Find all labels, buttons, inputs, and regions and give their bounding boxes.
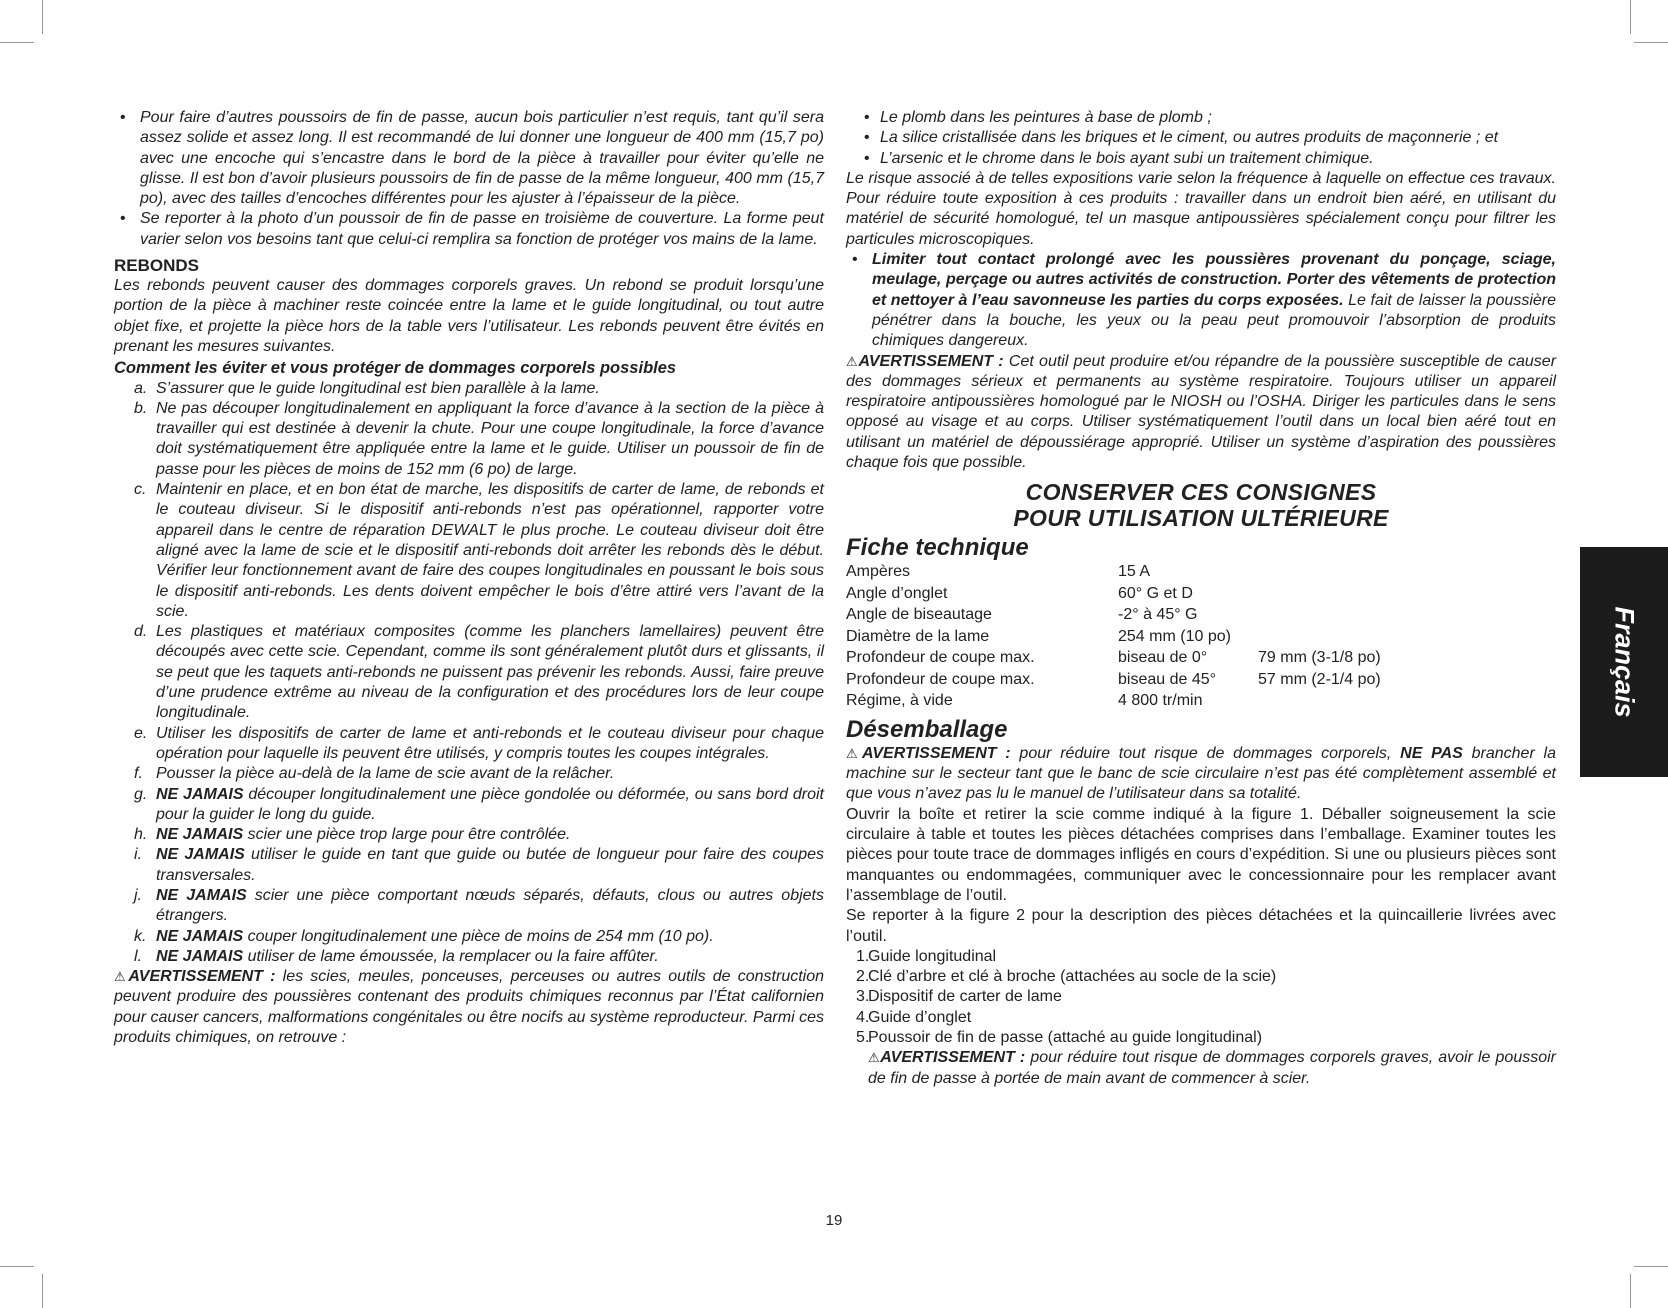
warning-text: pour réduire tout risque de dommages corporels graves, avoir le poussoir de fin de passe à portée de main avant de commencer à scier. [868,1049,1557,1087]
language-tab [1580,547,1668,777]
never-label: NE JAMAIS [156,846,245,864]
spec-label: Ampères [846,563,911,581]
warning-paragraph [846,1048,1556,1089]
spec-value: 254 mm (10 po) [1118,627,1231,645]
item-letter: l. [134,947,142,965]
item-letter: i. [134,846,142,864]
spec-value: biseau de 0° [1118,649,1208,667]
list-item [114,399,824,480]
table-row [846,562,1381,584]
item-text: couper longitudinalement une pièce de moins de 254 mm (10 po). [243,927,714,945]
paragraph: Ouvrir la boîte et retirer la scie comme indiqué à la figure 1. Déballer soigneusement la scie circulaire à table et toutes les pièces détachées comprises dans l’emballage. Examiner toutes les pièces pour toute trace de dommages infligés en cours d’expédition. Si une ou plusieurs pièces sont manquantes ou endommagées, communiquer avec le concessionnaire pour les remplacer avant l’assemblage de l’outil. [846,805,1556,904]
crop-mark [42,0,43,34]
table-row [846,691,1381,713]
warning-text: pour réduire tout risque de dommages corporels, [1010,744,1401,762]
item-text: Dispositif de carter de lame [868,988,1062,1006]
table-row [846,627,1381,649]
warning-paragraph [114,967,824,1048]
subheading: Comment les éviter et vous protéger de dommages corporels possibles [114,359,677,378]
warning-label: AVERTISSEMENT : [128,968,276,986]
item-number: 3. [856,988,870,1006]
heading-line: CONSERVER CES CONSIGNES [1025,479,1377,506]
list-item [114,845,824,886]
spec-label: Profondeur de coupe max. [846,649,1035,667]
spec-value: 15 A [1118,563,1151,581]
spec-label: Diamètre de la lame [846,627,990,645]
item-text: Guide longitudinal [868,947,997,965]
item-text: Guide d’onglet [868,1008,972,1026]
paragraph: Les rebonds peuvent causer des dommages corporels graves. Un rebond se produit lorsqu’une portion de la pièce à machiner reste coincée entre la lame et le guide longitudinal, ou tout autre objet fixe, et projette la pièce hors de la table vers l’utilisateur. Les rebonds peuvent être évités en prenant les mesures suivantes. [114,277,824,355]
spec-heading: Fiche technique [846,534,1029,562]
list-item: • Se reporter à la photo d’un poussoir de fin de passe en troisième de couverture. La forme peut varier selon vos besoins tant que celui-ci remplira sa fonction de protéger vos mains de la lame. [114,209,824,250]
warning-paragraph [846,744,1556,805]
item-number: 5. [856,1029,870,1046]
item-letter: h. [134,826,148,844]
item-letter: e. [134,724,148,742]
list-item [846,987,1556,1007]
table-row [846,670,1381,692]
item-letter: k. [134,927,147,945]
page-number: 19 [825,1212,843,1229]
crop-mark [1630,1274,1631,1308]
left-column [114,108,824,1048]
spec-value: 4 800 tr/min [1118,692,1203,710]
list-item [114,480,824,622]
warning-icon: ⚠ [846,745,862,761]
spec-table [846,562,1381,713]
table-row [846,584,1381,606]
item-text: S’assurer que le guide longitudinal est bien parallèle à la lame. [156,379,600,397]
never-label: NE JAMAIS [156,826,244,844]
list-item [114,947,824,967]
item-text: Le fait de laisser la poussière pénétrer dans la bouche, les yeux ou la peau peut promouvoir l’absorption de produits chimiques dangereux. [872,291,1556,350]
spec-extra: 79 mm (3-1/8 po) [1258,649,1381,667]
item-text: utiliser le guide en tant que guide ou butée de longueur pour faire des coupes transversales. [156,846,825,884]
spec-extra [1258,584,1381,606]
spec-value: biseau de 45° [1118,670,1217,688]
item-text: Pousser la pièce au-delà de la lame de scie avant de la relâcher. [156,765,615,783]
crop-mark [0,1266,34,1267]
spec-extra: 57 mm (2-1/4 po) [1258,670,1381,688]
warning-label: AVERTISSEMENT : [861,744,1011,762]
list-item [846,250,1556,351]
list-item [846,1008,1556,1028]
list-item [114,927,824,947]
language-label: Français [1609,606,1640,718]
crop-mark [1634,1266,1668,1267]
warning-label: AVERTISSEMENT : [880,1049,1026,1067]
item-text: utiliser de lame émoussée, la remplacer ou la faire affûter. [243,947,659,965]
unpacking-heading: Désemballage [846,715,1008,743]
list-item [846,947,1556,967]
item-letter: b. [134,399,148,417]
item-letter: c. [134,481,147,499]
heading-line: POUR UTILISATION ULTÉRIEURE [1013,505,1389,532]
item-text: découper longitudinalement une pièce gondolée ou déformée, ou sans bord droit pour la guider le long du guide. [156,785,825,823]
list-item [114,379,824,399]
never-label: NE JAMAIS [156,785,244,803]
item-letter: a. [134,379,148,397]
item-letter: f. [134,765,143,783]
item-text: Utiliser les dispositifs de carter de lame et anti-rebonds et le couteau diviseur pour chaque opération pour laquelle ils peuvent être utilisés, y compris toutes les coupes intégrales. [156,724,824,762]
spec-label: Angle d’onglet [846,584,948,602]
list-item [114,886,824,927]
warning-icon: ⚠ [846,353,859,369]
list-item [846,1028,1556,1048]
list-item [114,825,824,845]
emphasis-text: Limiter tout contact prolongé avec les poussières provenant du ponçage, sciage, meulage, perçage ou autres activités de construction. Porter des vêtements de protection et nettoyer à l’eau savonneuse les parties du corps exposées. [872,251,1556,309]
spec-value: 60° G et D [1118,584,1193,602]
spec-extra [1258,605,1381,627]
list-item [846,967,1556,987]
list-item: • L’arsenic et le chrome dans le bois ayant subi un traitement chimique. [846,149,1556,169]
warning-text: brancher la machine sur le secteur tant que le banc de scie circulaire n’est pas été complètement assemblé et que vous n’avez pas lu le manuel de l’utilisateur dans sa totalité. [846,744,1557,803]
list-item [114,724,824,765]
warning-label: AVERTISSEMENT : [858,352,1004,370]
spec-value: -2° à 45° G [1118,606,1198,624]
warning-icon: ⚠ [114,969,129,985]
item-number: 2. [856,968,870,986]
never-label: NE JAMAIS [156,886,247,904]
list-item [114,785,824,826]
list-item: • Pour faire d’autres poussoirs de fin de passe, aucun bois particulier n’est requis, tant qu’il sera assez solide et assez long. Il est recommandé de lui donner une longueur de 400 mm (15,7 po) avec une encoche qui s’encastre dans le bord de la pièce à travailler pour éviter qu’elle ne glisse. Il est bon d’avoir plusieurs poussoirs de fin de passe de la même longueur, 400 mm (15,7 po), avec des tailles d’encoches différentes pour les ajuster à l’épaisseur de la pièce. [114,108,824,209]
item-number: 4. [856,1008,870,1026]
table-row [846,648,1381,670]
crop-mark [1630,0,1631,34]
never-label: NE JAMAIS [156,947,244,965]
never-label: NE JAMAIS [156,927,244,945]
list-item: • La silice cristallisée dans les briques et le ciment, ou autres produits de maçonnerie ; et [846,128,1556,148]
save-instructions-heading [846,479,1556,531]
item-letter: j. [134,886,142,904]
item-text: scier une pièce comportant nœuds séparés, défauts, clous ou autres objets étrangers. [156,886,825,925]
do-not-label: NE PAS [1400,744,1463,762]
warning-text: les scies, meules, ponceuses, perceuses ou autres outils de construction peuvent produire des poussières contenant des produits chimiques reconnus par l’État californien pour causer cancers, malformations congénitales ou être nocifs au système reproducteur. Parmi ces produits chimiques, on retrouve : [114,968,825,1047]
warning-text: Cet outil peut produire et/ou répandre de la poussière susceptible de causer des dommages sérieux et permanents au système respiratoire. Toujours utiliser un appareil respiratoire antipoussières homologué par le NIOSH ou l’OSHA. Diriger les particules dans le sens opposé au visage et au corps. Utiliser systématiquement l’outil dans un local bien aéré tout en utilisant un matériel de dépoussiérage approprié. Utiliser un système d’aspiration des poussières chaque fois que possible. [846,352,1557,472]
crop-mark [42,1274,43,1308]
item-letter: g. [134,785,148,803]
warning-icon: ⚠ [868,1050,881,1066]
crop-mark [0,42,34,43]
spec-label: Angle de biseautage [846,606,992,624]
spec-label: Profondeur de coupe max. [846,670,1035,688]
table-row [846,605,1381,627]
list-item [114,622,824,723]
spec-label: Régime, à vide [846,692,953,710]
right-column [846,108,1556,1089]
item-text: Poussoir de fin de passe (attaché au guide longitudinal) [868,1029,1263,1046]
item-number: 1. [856,947,870,965]
item-text: Ne pas découper longitudinalement en appliquant la force d’avance à la section de la pièce à travailler qui est destinée à devenir la chute. Pour une coupe longitudinale, la force d’avance doit systématiquement être appliquée entre la lame et le guide. Utiliser un poussoir de fin de passe pour les pièces de moins de 152 mm (6 po) de large. [156,399,824,478]
paragraph: Se reporter à la figure 2 pour la description des pièces détachées et la quincaillerie livrées avec l’outil. [846,907,1556,945]
item-text: Maintenir en place, et en bon état de marche, les dispositifs de carter de lame, de rebonds et le couteau diviseur. Si le dispositif anti-rebonds n’est pas opérationnel, rapporter votre appareil dans le centre de réparation DEWALT le plus proche. Le couteau diviseur doit être aligné avec la lame de scie et le dispositif anti-rebonds doit arrêter les rebonds dès le début. Vérifier leur fonctionnement avant de faire des coupes longitudinales en poussant le bois sous le dispositif anti-rebonds. Les dents doivent empêcher le bois d’être attiré vers l’avant de la scie. [156,481,824,620]
item-text: Les plastiques et matériaux composites (comme les planchers lamellaires) peuvent être découpés avec cette scie. Cependant, comme ils sont généralement plutôt durs et glissants, il se peut que les taquets anti-rebonds ne puissent pas prévenir les rebonds. Aussi, faire preuve d’une prudence extrême au niveau de la configuration et des procédures lors de leur coupe longitudinale. [156,623,824,722]
paragraph: Le risque associé à de telles expositions varie selon la fréquence à laquelle on effectue ces travaux. Pour réduire toute exposition à ces produits : travailler dans un endroit bien aéré, en utilisant du matériel de sécurité homologué, tel un masque antipoussières spécialement conçu pour filtrer les particules microscopiques. [846,169,1556,248]
item-text: Clé d’arbre et clé à broche (attachées au socle de la scie) [868,968,1277,986]
warning-paragraph [846,352,1556,474]
section-heading: REBONDS [114,256,200,276]
list-item: • Le plomb dans les peintures à base de plomb ; [846,108,1556,128]
item-text: scier une pièce trop large pour être contrôlée. [243,826,571,844]
spec-extra [1258,691,1381,713]
crop-mark [1634,42,1668,43]
item-letter: d. [134,623,148,641]
spec-extra [1258,562,1381,584]
list-item [114,764,824,784]
spec-extra [1258,627,1381,649]
